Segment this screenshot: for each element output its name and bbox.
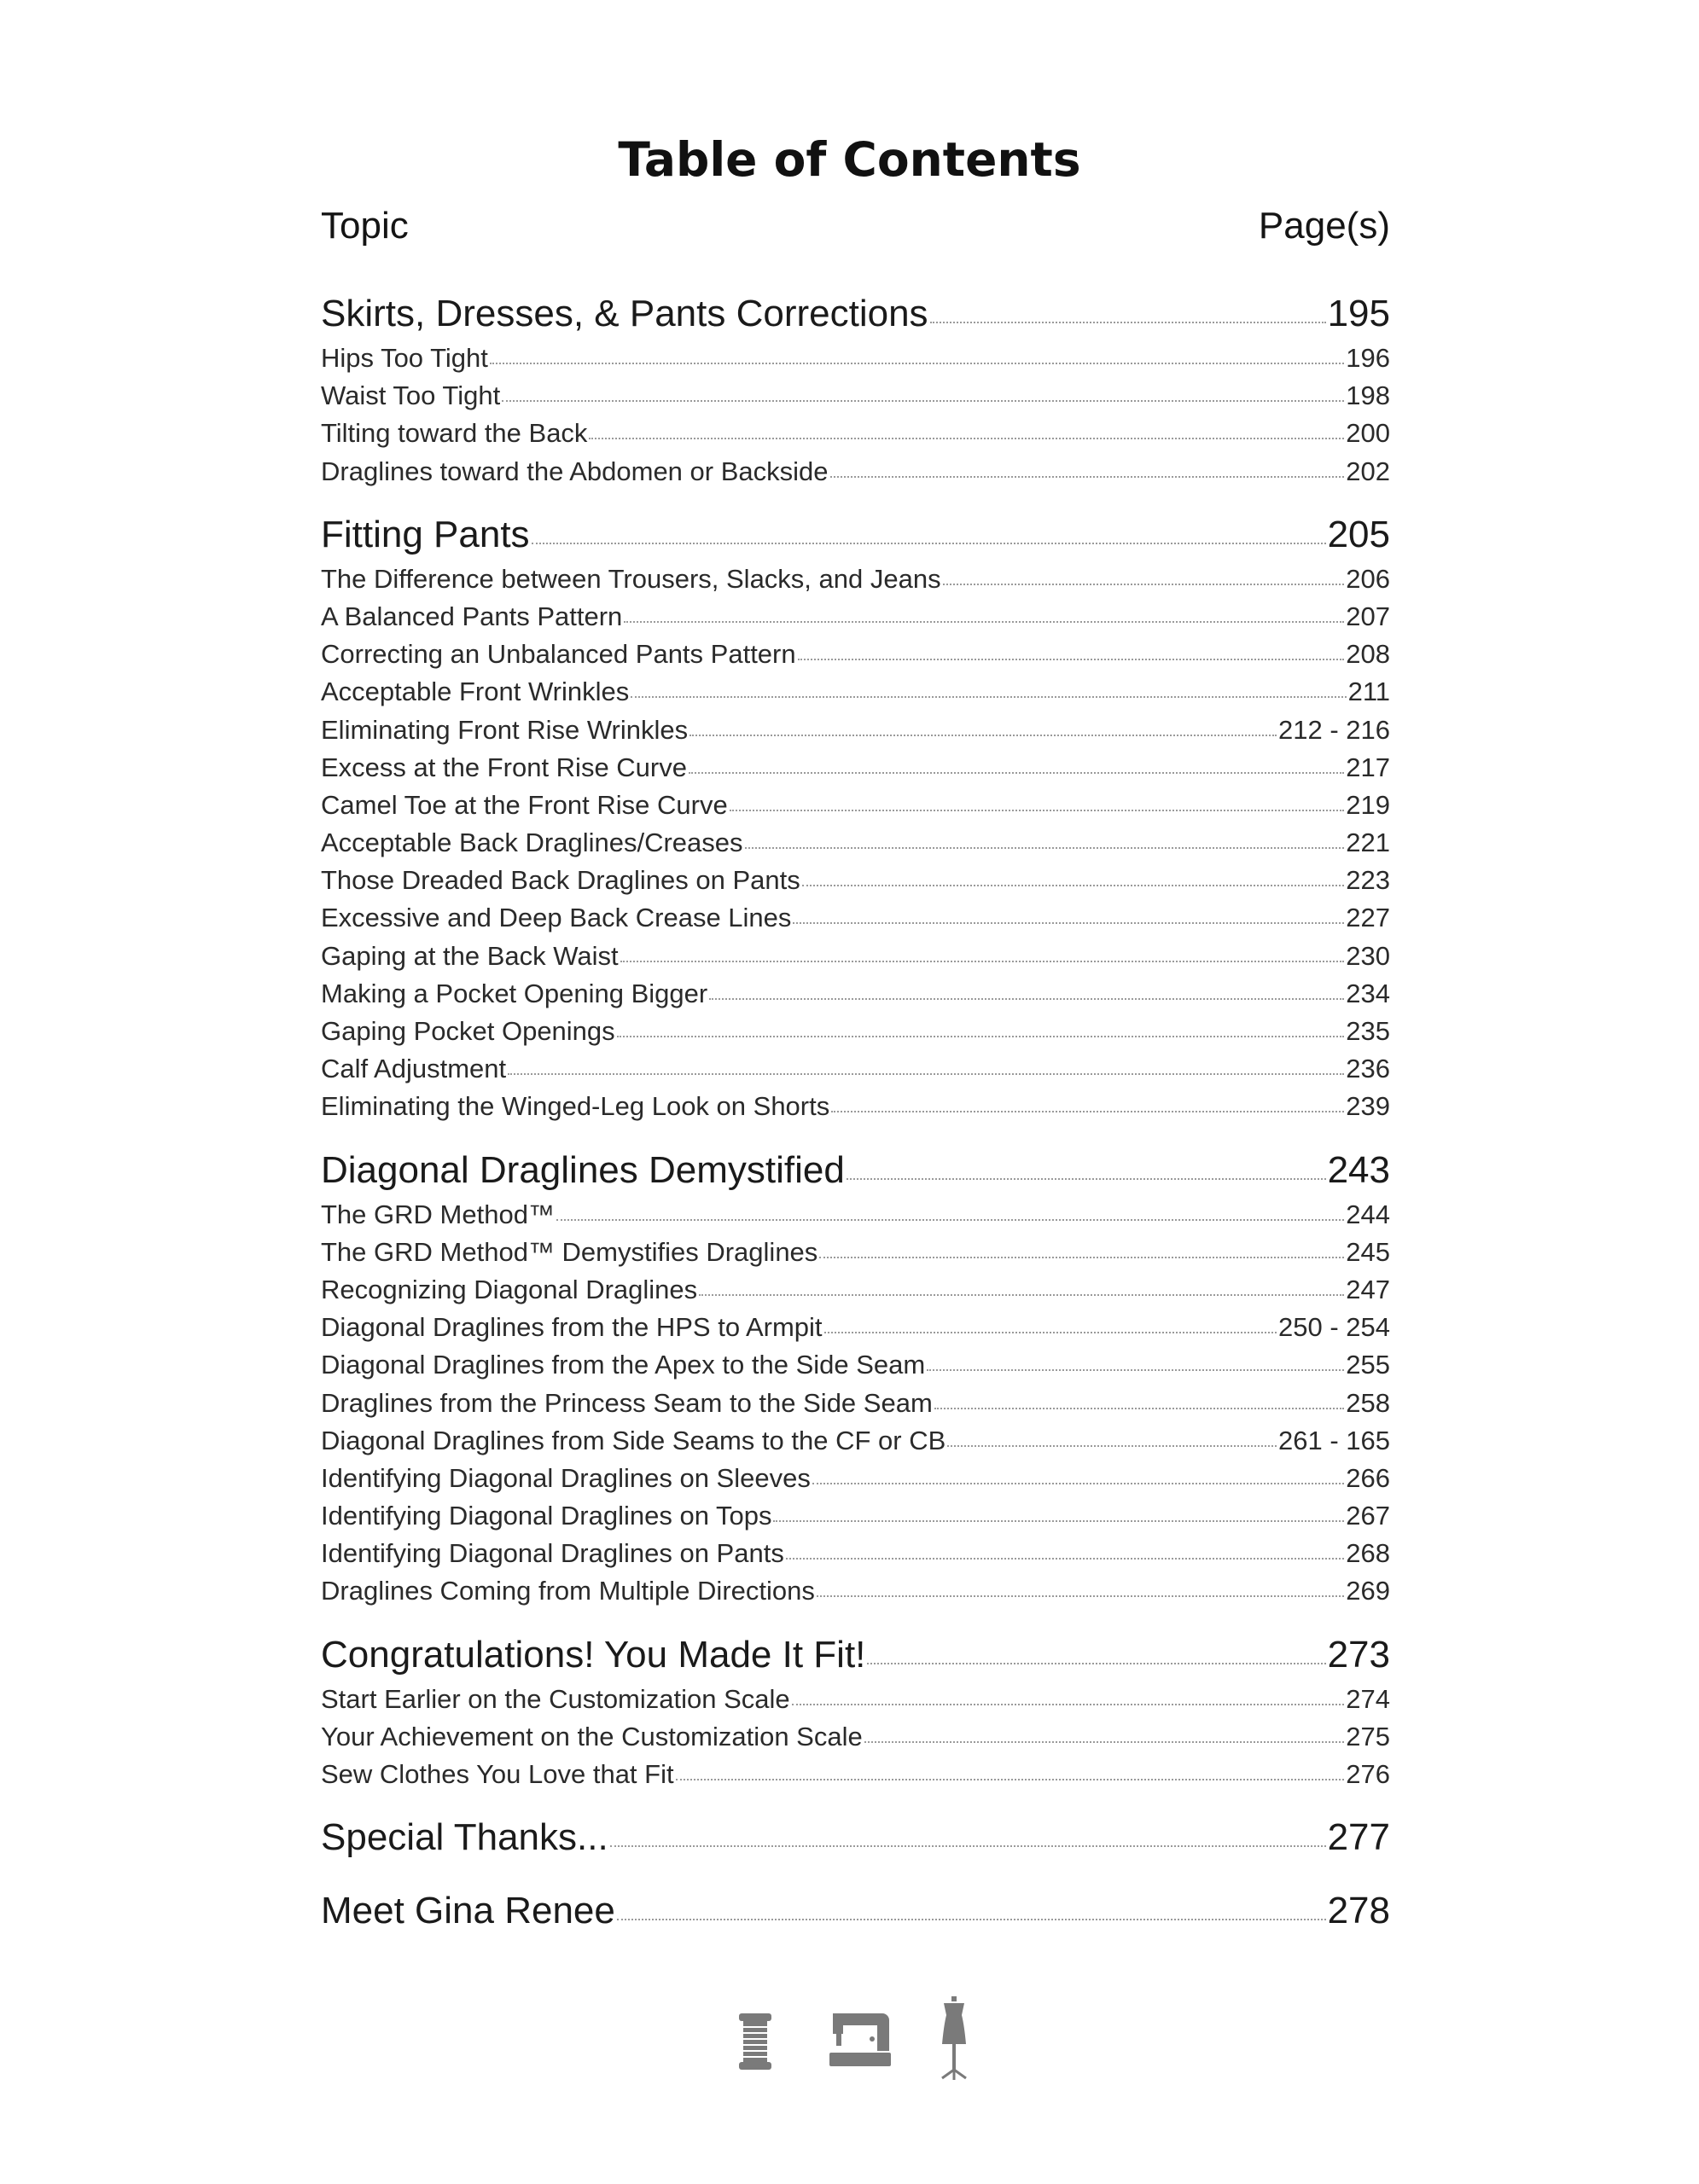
toc-entry-page: 217 [1346, 752, 1390, 782]
toc-entry-label: Your Achievement on the Customization Scale [321, 1721, 863, 1751]
toc-entry-row[interactable] [321, 340, 1390, 377]
toc-entry-label: Diagonal Draglines from Side Seams to the CF or CB [321, 1425, 946, 1455]
toc-entry-row[interactable] [321, 1271, 1390, 1309]
toc-entry-page: 234 [1346, 978, 1390, 1008]
toc-entry-label: Identifying Diagonal Draglines on Sleeves [321, 1462, 811, 1493]
toc-entry-row[interactable] [321, 1497, 1390, 1535]
dress-form-icon [937, 1996, 971, 2082]
section-heading-label: Special Thanks... [321, 1816, 608, 1859]
sewing-machine-icon [828, 2005, 893, 2070]
toc-entry-row[interactable] [321, 1196, 1390, 1234]
toc-entry-page: 245 [1346, 1236, 1390, 1267]
dot-leader [792, 1704, 1345, 1705]
dot-leader [947, 1445, 1277, 1447]
toc-entry-row[interactable] [321, 1385, 1390, 1422]
page-title: Table of Contents [618, 132, 1081, 187]
toc-entry-row[interactable] [321, 938, 1390, 975]
toc-entry-page: 223 [1346, 865, 1390, 896]
toc-entry-row[interactable] [321, 1309, 1390, 1346]
topic-column-header: Topic [321, 205, 409, 247]
toc-section [321, 288, 1390, 491]
toc-entry-label: Sew Clothes You Love that Fit [321, 1759, 674, 1789]
toc-entry-label: Draglines from the Princess Seam to the Side Seam [321, 1387, 933, 1418]
dot-leader [867, 1663, 1325, 1664]
dot-leader [730, 810, 1345, 811]
toc-entry-row[interactable] [321, 636, 1390, 673]
dot-leader [502, 400, 1344, 402]
toc-entry-page: 266 [1346, 1462, 1390, 1493]
toc-entry-page: 255 [1346, 1350, 1390, 1380]
toc-entry-row[interactable] [321, 787, 1390, 824]
toc-section [321, 1885, 1390, 1937]
dot-leader [699, 1294, 1344, 1296]
toc-entry-row[interactable] [321, 1572, 1390, 1610]
toc-entry-label: Calf Adjustment [321, 1054, 507, 1084]
toc-entry-label: Excessive and Deep Back Crease Lines [321, 903, 792, 933]
toc-entry-row[interactable] [321, 561, 1390, 598]
toc-entry-page: 207 [1346, 601, 1390, 631]
toc-entry-row[interactable] [321, 673, 1390, 711]
toc-entry-row[interactable] [321, 1234, 1390, 1271]
dot-leader [786, 1558, 1344, 1560]
toc-entry-page: 202 [1346, 456, 1390, 486]
section-heading-label: Diagonal Draglines Demystified [321, 1148, 845, 1191]
dot-leader [689, 735, 1277, 736]
toc-entry-row[interactable] [321, 415, 1390, 452]
toc-section [321, 1629, 1390, 1794]
toc-entry-label: A Balanced Pants Pattern [321, 601, 623, 631]
toc-entry-label: Tilting toward the Back [321, 418, 588, 449]
toc-entry-page: 196 [1346, 343, 1390, 373]
section-heading-label: Skirts, Dresses, & Pants Corrections [321, 293, 928, 334]
dot-leader [817, 1595, 1344, 1597]
section-heading-row[interactable] [321, 1629, 1390, 1681]
dot-leader [927, 1369, 1344, 1371]
toc-entry-label: Hips Too Tight [321, 343, 488, 373]
toc-entry-row[interactable] [321, 598, 1390, 636]
dot-leader [617, 1036, 1345, 1037]
toc-entry-label: Eliminating Front Rise Wrinkles [321, 714, 689, 745]
toc-entry-label: Start Earlier on the Customization Scale [321, 1683, 790, 1714]
section-heading-label: Fitting Pants [321, 513, 530, 555]
dot-leader [864, 1741, 1345, 1743]
dot-leader [831, 1111, 1344, 1112]
dot-leader [745, 847, 1345, 849]
toc-entry-label: Identifying Diagonal Draglines on Pants [321, 1538, 784, 1569]
toc-entry-label: The GRD Method™ Demystifies Draglines [321, 1236, 818, 1267]
toc-entry-label: Waist Too Tight [321, 380, 501, 411]
toc-entry-page: 269 [1346, 1576, 1390, 1606]
toc-entry-page: 208 [1346, 639, 1390, 670]
toc-entry-row[interactable] [321, 1718, 1390, 1756]
toc-entry-row[interactable] [321, 1050, 1390, 1088]
toc-entry-label: Recognizing Diagonal Draglines [321, 1274, 698, 1304]
toc-entry-page: 236 [1346, 1054, 1390, 1084]
toc-entry-page: 219 [1346, 789, 1390, 820]
dot-leader [620, 961, 1345, 962]
toc-entry-label: Draglines toward the Abdomen or Backside [321, 456, 829, 486]
toc-entry-row[interactable] [321, 453, 1390, 491]
toc-entry-page: 239 [1346, 1091, 1390, 1122]
toc-entry-row[interactable] [321, 975, 1390, 1013]
section-page-number: 205 [1327, 513, 1390, 555]
toc-list [321, 288, 1390, 1959]
toc-entry-page: 230 [1346, 940, 1390, 971]
dot-leader [830, 476, 1345, 478]
toc-entry-label: Acceptable Front Wrinkles [321, 677, 630, 707]
toc-entry-page: 275 [1346, 1721, 1390, 1751]
toc-entry-page: 227 [1346, 903, 1390, 933]
toc-entry-label: Camel Toe at the Front Rise Curve [321, 789, 728, 820]
toc-entry-label: Eliminating the Winged-Leg Look on Shorts [321, 1091, 830, 1122]
dot-leader [689, 772, 1344, 774]
dot-leader [802, 885, 1345, 886]
toc-entry-page: 211 [1347, 677, 1390, 707]
dot-leader [793, 922, 1344, 924]
thread-spool-icon [737, 2012, 773, 2071]
dot-leader [773, 1520, 1344, 1522]
toc-entry-row[interactable] [321, 1088, 1390, 1125]
section-heading-label: Congratulations! You Made It Fit! [321, 1633, 866, 1676]
pages-column-header: Page(s) [1258, 205, 1390, 247]
footer-icons [0, 1996, 1699, 2090]
dot-leader [943, 584, 1345, 585]
toc-entry-row[interactable] [321, 1681, 1390, 1718]
toc-entry-label: Those Dreaded Back Draglines on Pants [321, 865, 800, 896]
section-page-number: 243 [1327, 1148, 1390, 1191]
toc-entry-label: Draglines Coming from Multiple Directions [321, 1576, 815, 1606]
dot-leader [812, 1483, 1344, 1484]
section-page-number: 278 [1327, 1890, 1390, 1932]
toc-entry-label: The GRD Method™ [321, 1199, 555, 1229]
dot-leader [617, 1919, 1326, 1920]
toc-entry-row[interactable] [321, 824, 1390, 862]
dot-leader [676, 1779, 1345, 1780]
section-page-number: 273 [1327, 1633, 1390, 1676]
section-heading-row[interactable] [321, 288, 1390, 340]
dot-leader [490, 363, 1344, 364]
dot-leader [532, 543, 1326, 544]
section-page-number: 277 [1327, 1816, 1390, 1859]
toc-entry-row[interactable] [321, 749, 1390, 787]
toc-entry-row[interactable] [321, 1346, 1390, 1384]
toc-entry-label: Gaping at the Back Waist [321, 940, 619, 971]
dot-leader [819, 1257, 1344, 1258]
toc-entry-label: Correcting an Unbalanced Pants Pattern [321, 639, 796, 670]
toc-entry-label: Diagonal Draglines from the HPS to Armpit [321, 1312, 823, 1343]
toc-entry-label: Acceptable Back Draglines/Creases [321, 828, 743, 858]
toc-entry-page: 276 [1346, 1759, 1390, 1789]
toc-entry-page: 258 [1346, 1387, 1390, 1418]
toc-section [321, 509, 1390, 1126]
toc-entry-row[interactable] [321, 1535, 1390, 1572]
dot-leader [934, 1408, 1344, 1409]
toc-entry-row[interactable] [321, 1422, 1390, 1460]
dot-leader [709, 998, 1344, 1000]
toc-entry-row[interactable] [321, 1460, 1390, 1497]
toc-entry-page: 221 [1346, 828, 1390, 858]
toc-entry-page: 206 [1346, 563, 1390, 594]
toc-entry-row[interactable] [321, 712, 1390, 749]
section-heading-row[interactable] [321, 1885, 1390, 1937]
toc-entry-label: Identifying Diagonal Draglines on Tops [321, 1501, 772, 1531]
toc-entry-row[interactable] [321, 1756, 1390, 1793]
toc-entry-page: 261 - 165 [1278, 1425, 1390, 1455]
toc-entry-page: 200 [1346, 418, 1390, 449]
toc-entry-label: Gaping Pocket Openings [321, 1016, 615, 1046]
toc-entry-page: 268 [1346, 1538, 1390, 1569]
dot-leader [930, 322, 1326, 323]
section-heading-row[interactable] [321, 509, 1390, 561]
dot-leader [508, 1073, 1344, 1075]
dot-leader [631, 696, 1346, 698]
toc-entry-page: 247 [1346, 1274, 1390, 1304]
toc-entry-label: Making a Pocket Opening Bigger [321, 978, 708, 1008]
toc-entry-label: Excess at the Front Rise Curve [321, 752, 687, 782]
toc-entry-row[interactable] [321, 377, 1390, 415]
toc-entry-page: 198 [1346, 380, 1390, 411]
toc-entry-page: 235 [1346, 1016, 1390, 1046]
dot-leader [589, 438, 1344, 439]
dot-leader [556, 1219, 1344, 1221]
section-page-number: 195 [1327, 293, 1390, 334]
toc-entry-page: 212 - 216 [1278, 714, 1390, 745]
section-heading-label: Meet Gina Renee [321, 1890, 615, 1932]
toc-entry-label: The Difference between Trousers, Slacks, and Jeans [321, 563, 941, 594]
dot-leader [610, 1845, 1326, 1847]
toc-section [321, 1812, 1390, 1863]
section-heading-row[interactable] [321, 1145, 1390, 1196]
dot-leader [824, 1332, 1277, 1333]
toc-entry-page: 244 [1346, 1199, 1390, 1229]
toc-entry-row[interactable] [321, 862, 1390, 899]
toc-entry-page: 267 [1346, 1501, 1390, 1531]
dot-leader [798, 659, 1345, 660]
toc-entry-label: Diagonal Draglines from the Apex to the Side Seam [321, 1350, 926, 1380]
toc-entry-page: 274 [1346, 1683, 1390, 1714]
toc-entry-row[interactable] [321, 1013, 1390, 1050]
toc-section [321, 1145, 1390, 1611]
dot-leader [624, 621, 1344, 623]
section-heading-row[interactable] [321, 1812, 1390, 1863]
toc-entry-row[interactable] [321, 899, 1390, 937]
toc-entry-page: 250 - 254 [1278, 1312, 1390, 1343]
dot-leader [847, 1178, 1326, 1180]
